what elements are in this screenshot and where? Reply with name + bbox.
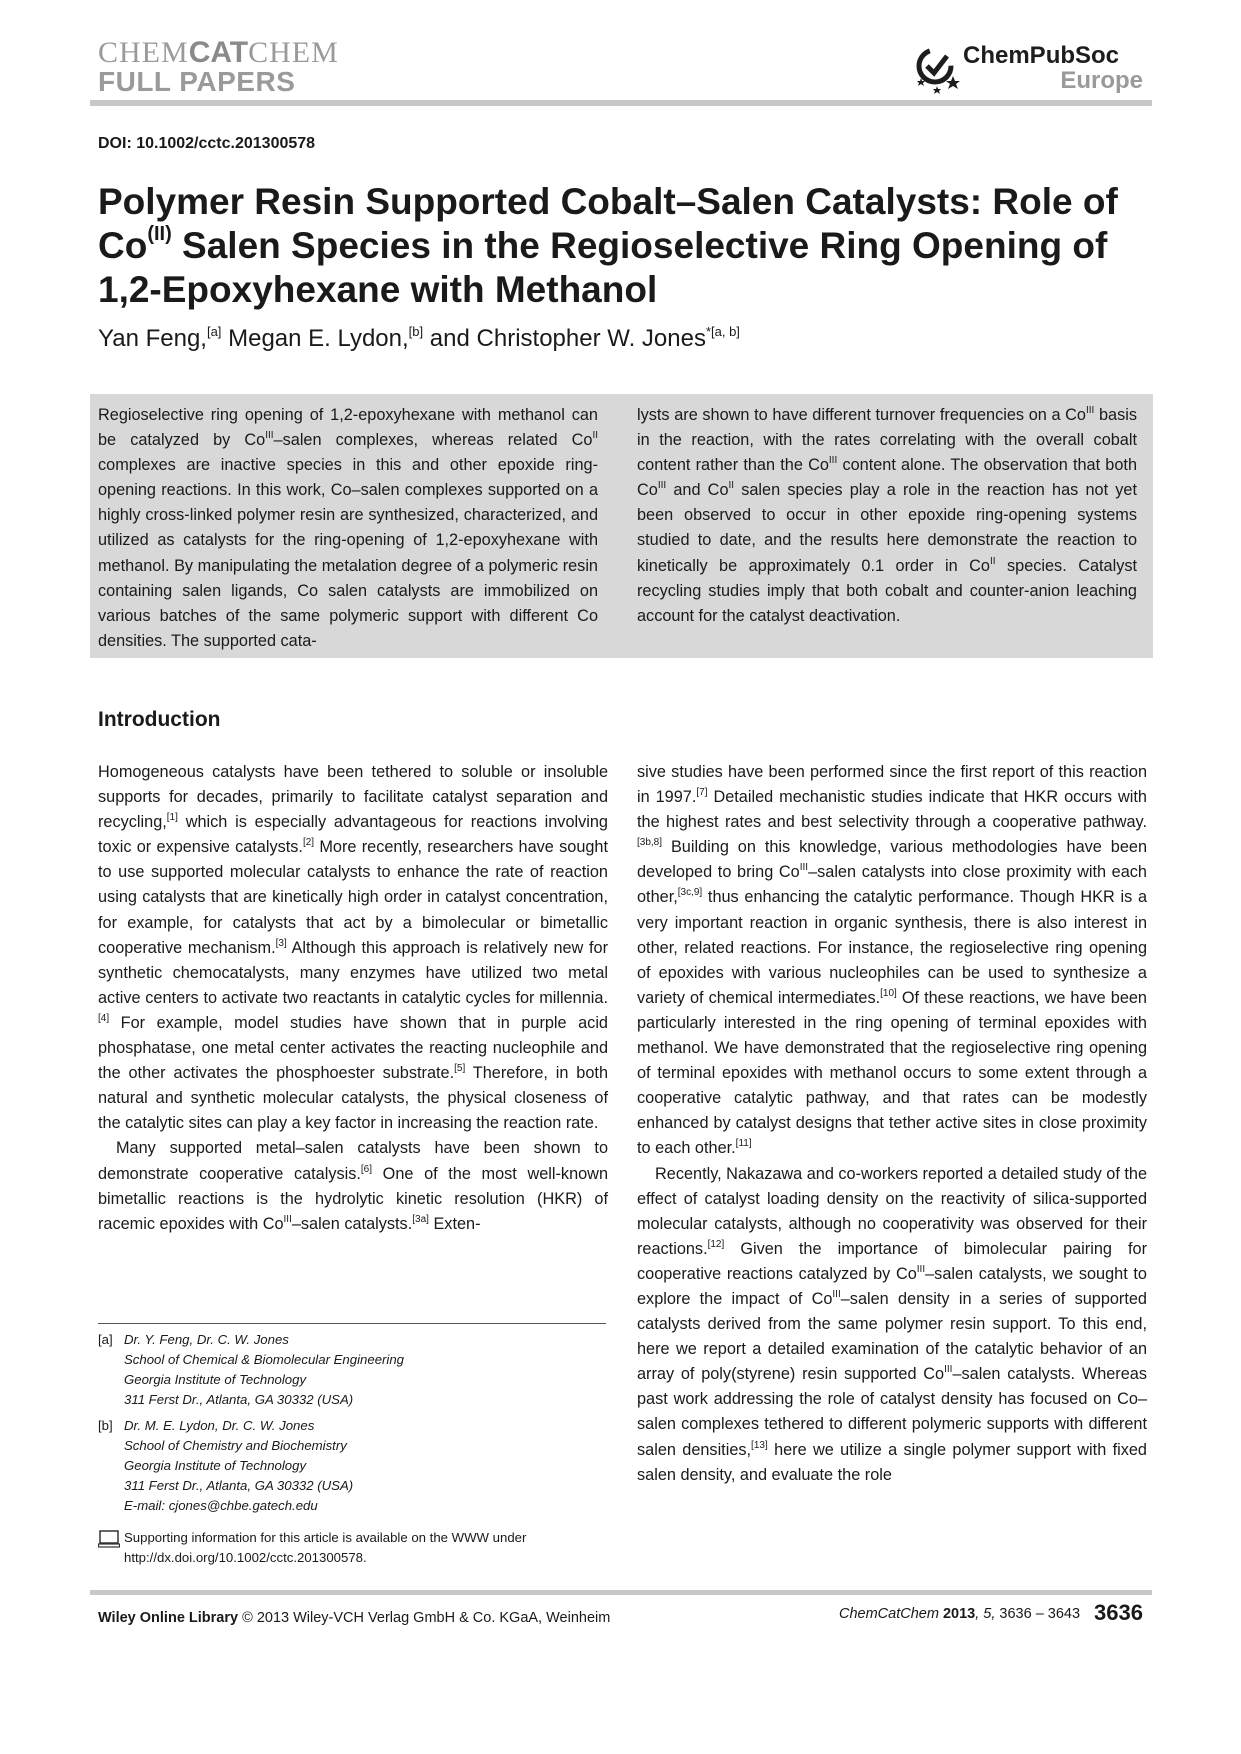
publisher-brand — [913, 40, 1143, 96]
article-title — [98, 180, 1158, 312]
author-name: and Christopher W. Jones — [423, 325, 706, 352]
title-oxidation-state: (II) — [147, 223, 172, 245]
footnote-email[interactable]: E-mail: cjones@chbe.gatech.edu — [124, 1498, 318, 1513]
supporting-text: Supporting information for this article is available on the WWW under — [124, 1530, 527, 1545]
citation-volume: , 5, — [975, 1606, 996, 1622]
footnote-line: Georgia Institute of Technology — [124, 1458, 307, 1473]
footnote-divider — [98, 1323, 606, 1324]
author-affiliation: [a] — [206, 324, 222, 339]
page-number: 3636 — [1094, 1600, 1143, 1625]
footnote-line: Dr. M. E. Lydon, Dr. C. W. Jones — [124, 1418, 315, 1433]
author-name: Yan Feng, — [98, 325, 207, 352]
author-name: Megan E. Lydon, — [221, 325, 409, 352]
journal-name — [98, 36, 339, 70]
affiliation-footnote-b — [98, 1416, 608, 1520]
supporting-link[interactable]: http://dx.doi.org/10.1002/cctc.201300578. — [124, 1550, 367, 1565]
footnote-line: Georgia Institute of Technology — [124, 1372, 307, 1387]
footnote-line: School of Chemical & Biomolecular Engineering — [124, 1352, 405, 1367]
publisher-name: ChemPubSoc — [963, 42, 1120, 69]
author-affiliation: *[a, b] — [705, 324, 740, 339]
paragraph: Many supported metal–salen catalysts have been shown to demonstrate cooperative catalysis.[6] One of the most well-known bimetallic reactions is the hydrolytic kinetic resolution (HKR) of racemic epoxides with $Co^{III}$–salen catalysts.[3a] Exten- — [98, 1139, 608, 1233]
title-line-3: 1,2-Epoxyhexane with Methanol — [98, 269, 658, 310]
footer-copyright — [98, 1610, 610, 1626]
author-affiliation: [b] — [408, 324, 424, 339]
footnote-line: 311 Ferst Dr., Atlanta, GA 30332 (USA) — [124, 1478, 354, 1493]
citation-journal: ChemCatChem — [839, 1606, 939, 1622]
supporting-information-note — [98, 1528, 608, 1572]
publisher-logo-icon — [913, 40, 969, 96]
section-heading-introduction: Introduction — [98, 708, 221, 731]
footer-divider — [90, 1590, 1152, 1595]
footnote-label: [b] — [98, 1418, 113, 1433]
footnote-line: 311 Ferst Dr., Atlanta, GA 30332 (USA) — [124, 1392, 354, 1407]
computer-icon — [98, 1530, 120, 1548]
footnote-line: Dr. Y. Feng, Dr. C. W. Jones — [124, 1332, 289, 1347]
abstract-column-left: Regioselective ring opening of 1,2-epoxyhexane with methanol can be catalyzed by $Co^{III}$–salen complexes, whereas related $Co^{II}$ complexes are inactive species in this and other epoxide ring-opening reactions. In this work, Co–salen complexes supported on a highly cross-linked polymer resin are synthesized, characterized, and utilized as catalysts for the ring-opening of 1,2-epoxyhexane with methanol. By manipulating the metalation degree of a polymeric resin containing salen ligands, Co salen catalysts are immobilized on various batches of the same polymeric support with different Co densities. The supported cata- — [98, 406, 598, 650]
title-line-2-rest: Salen Species in the Regioselective Ring Opening of — [171, 225, 1108, 266]
journal-part-2: CAT — [188, 36, 249, 69]
author-list — [98, 325, 740, 353]
affiliation-footnote-a — [98, 1330, 608, 1412]
footer-citation — [839, 1600, 1143, 1626]
copyright-text: © 2013 Wiley-VCH Verlag GmbH & Co. KGaA, Weinheim — [238, 1610, 611, 1626]
title-line-2 — [98, 224, 1158, 268]
paragraph: sive studies have been performed since the first report of this reaction in 1997.[7] Detailed mechanistic studies indicate that HKR occurs with the highest rates and best selectivity through a cooperative pathway.[3b,8] Building on this knowledge, various methodologies have been developed to bring $Co^{III}$–salen catalysts into close proximity with each other,[3c,9] thus enhancing the catalytic performance. Though HKR is a very important reaction in organic synthesis, there is also interest in other, related reactions. For instance, the regioselective ring opening of epoxides with various nucleophiles can be used to synthesize a variety of chemical intermediates.[10] Of these reactions, we have been particularly interested in the ring opening of terminal epoxides with methanol. We have demonstrated that the regioselective ring opening of terminal epoxides with methanol occurs to some extent through a cooperative catalytic pathway, and that rates can be modestly enhanced by catalyst designs that tether active sites in close proximity to each other.[11] — [637, 763, 1147, 1158]
doi-label: DOI: 10.1002/cctc.201300578 — [98, 135, 316, 152]
title-line-1: Polymer Resin Supported Cobalt–Salen Catalysts: Role of — [98, 181, 1118, 222]
paragraph: Homogeneous catalysts have been tethered to soluble or insoluble supports for decades, primarily to facilitate catalyst separation and recycling,[1] which is especially advantageous for reactions involving toxic or expensive catalysts.[2] More recently, researchers have sought to use supported molecular catalysts to enhance the rate of reaction using catalysts that are kinetically high order in catalyst concentration, for example, for catalysts that act by a bimolecular or bimetallic cooperative mechanism.[3] Although this approach is relatively new for synthetic chemocatalysts, many enzymes have utilized two metal active centers to activate two reactants in catalytic cycles for millennia.[4] For example, model studies have shown that in purple acid phosphatase, one metal center activates the reacting nucleophile and the other activates the phosphoester substrate.[5] Therefore, in both natural and synthetic molecular catalysts, the physical closeness of the catalytic sites can play a key factor in increasing the reaction rate. — [98, 763, 609, 1133]
footnote-line: School of Chemistry and Biochemistry — [124, 1438, 347, 1453]
journal-part-3: CHEM — [248, 36, 339, 69]
body-column-left — [98, 760, 608, 1237]
citation-pages: 3636 – 3643 — [995, 1606, 1081, 1622]
journal-part-1: CHEM — [98, 36, 189, 69]
wiley-online-library-link[interactable]: Wiley Online Library — [98, 1610, 239, 1626]
header-divider — [90, 100, 1152, 106]
citation-year: 2013 — [938, 1606, 976, 1622]
paragraph: Recently, Nakazawa and co-workers reported a detailed study of the effect of catalyst loading density on the reactivity of silica-supported molecular catalysts, although no cooperativity was observed for their reactions.[12] Given the importance of bimolecular pairing for cooperative reactions catalyzed by $Co^{III}$–salen catalysts, we sought to explore the impact of $Co^{III}$–salen density in a series of supported catalysts derived from the same polymer resin support. To this end, here we report a detailed examination of the catalytic behavior of an array of poly(styrene) resin supported $Co^{III}$–salen catalysts. Whereas past work addressing the role of catalyst density has focused on Co–salen complexes tethered to different polymeric supports with different salen densities,[13] here we utilize a single polymer support with fixed salen density, and evaluate the role — [637, 1164, 1148, 1484]
footnote-label: [a] — [98, 1332, 113, 1347]
body-column-right — [637, 760, 1147, 1488]
abstract-column-right: lysts are shown to have different turnover frequencies on a $Co^{III}$ basis in the reaction, with the rates correlating with the overall cobalt content rather than the $Co^{III}$ content alone. The observation that both $Co^{III}$ and $Co^{II}$ salen species play a role in the reaction has not yet been observed to occur in other epoxide ring-opening systems studied to date, and the results here demonstrate the reaction to kinetically be approximately 0.1 order in $Co^{II}$ species. Catalyst recycling studies imply that both cobalt and counter-anion leaching account for the catalyst deactivation. — [637, 405, 1138, 625]
publisher-region: Europe — [1060, 67, 1143, 94]
section-label: FULL PAPERS — [98, 66, 296, 97]
title-co: Co — [98, 225, 148, 266]
